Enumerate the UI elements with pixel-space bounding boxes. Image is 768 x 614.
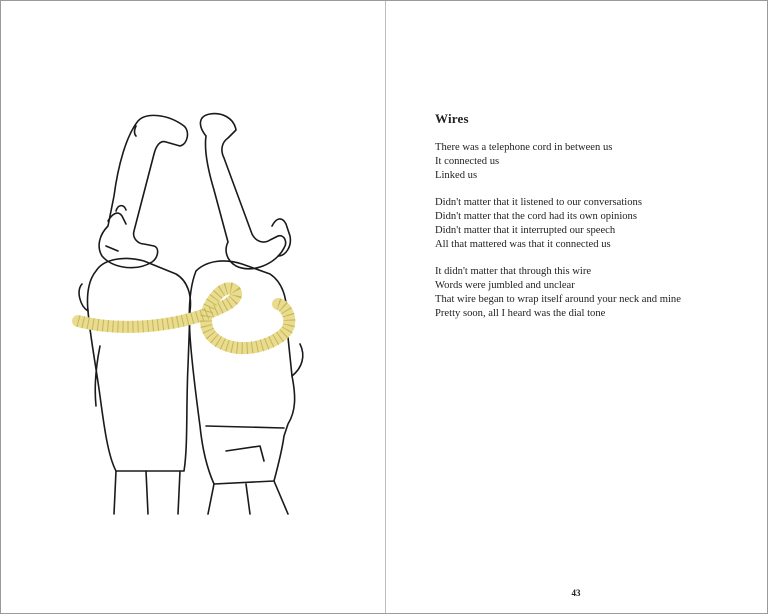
page-number: 43 xyxy=(571,588,581,598)
poem-line: It connected us xyxy=(435,156,500,167)
poem-line: That wire began to wrap itself around your neck and mine xyxy=(435,294,681,305)
poem-line: All that mattered was that it connected us xyxy=(435,239,611,250)
page-gutter xyxy=(385,1,386,613)
poem-line: Words were jumbled and unclear xyxy=(435,280,575,291)
poem-line: There was a telephone cord in between us xyxy=(435,142,613,153)
stanza-2 xyxy=(435,196,755,252)
poem-line: Pretty soon, all I heard was the dial tone xyxy=(435,308,606,319)
poem-block xyxy=(435,111,755,334)
poem-line: Didn't matter that the cord had its own opinions xyxy=(435,211,637,222)
stanza-3 xyxy=(435,265,755,321)
poem-line: Didn't matter that it interrupted our speech xyxy=(435,225,616,236)
poem-title: Wires xyxy=(435,111,469,126)
stanza-1 xyxy=(435,141,755,183)
illustration-drawing xyxy=(56,106,331,516)
poem-line: It didn't matter that through this wire xyxy=(435,266,592,277)
telephone-heads-illustration xyxy=(56,106,331,516)
poem-line: Didn't matter that it listened to our conversations xyxy=(435,197,642,208)
poem-line: Linked us xyxy=(435,170,478,181)
